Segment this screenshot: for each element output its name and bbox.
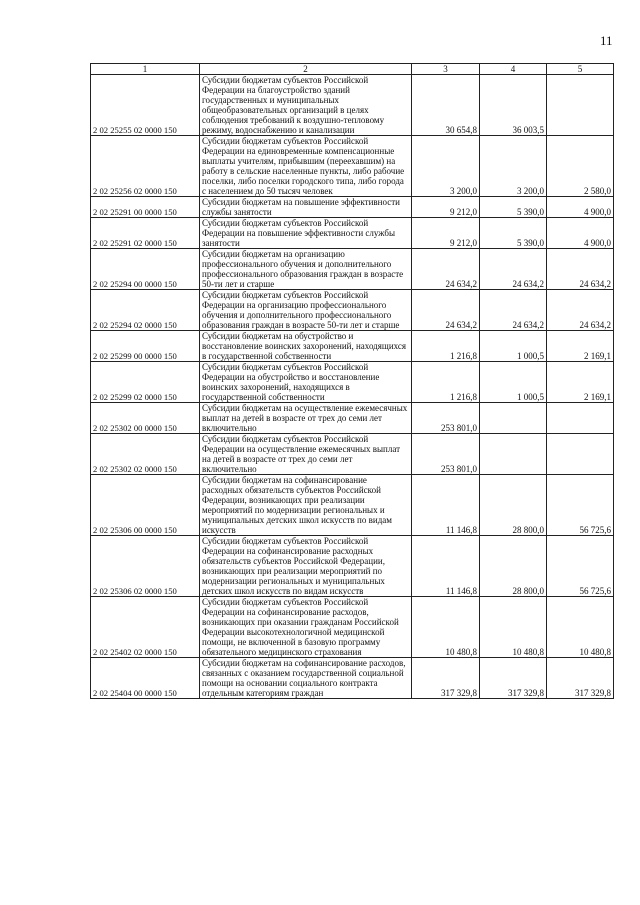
value-col5: 24 634,2 <box>547 290 614 331</box>
value-col3: 24 634,2 <box>412 249 480 290</box>
value-col5 <box>547 434 614 475</box>
value-col4: 3 200,0 <box>480 136 547 197</box>
value-col4: 1 000,5 <box>480 331 547 362</box>
value-col3: 11 146,8 <box>412 536 480 597</box>
table-row <box>91 658 614 699</box>
value-col3: 24 634,2 <box>412 290 480 331</box>
table-row <box>91 597 614 658</box>
column-header: 1 <box>91 64 200 75</box>
budget-code: 2 02 25302 00 0000 150 <box>91 403 200 434</box>
value-col4: 5 390,0 <box>480 218 547 249</box>
budget-code: 2 02 25255 02 0000 150 <box>91 75 200 136</box>
column-header: 5 <box>547 64 614 75</box>
budget-description: Субсидии бюджетам субъектов Российской Федерации на софинансирование расходов, возникающих при оказании гражданам Российской Федерации высокотехнологичной медицинской помощи, не включенной в базовую программу обязательного медицинского страхования <box>200 597 412 658</box>
budget-description: Субсидии бюджетам субъектов Российской Федерации на повышение эффективности службы занятости <box>200 218 412 249</box>
value-col3: 317 329,8 <box>412 658 480 699</box>
value-col5: 24 634,2 <box>547 249 614 290</box>
value-col5: 56 725,6 <box>547 536 614 597</box>
table-row <box>91 362 614 403</box>
value-col4: 28 800,0 <box>480 475 547 536</box>
value-col4: 36 003,5 <box>480 75 547 136</box>
budget-code: 2 02 25302 02 0000 150 <box>91 434 200 475</box>
budget-description: Субсидии бюджетам на софинансирование расходов, связанных с оказанием государственной социальной помощи на основании социального контракта отдельным категориям граждан <box>200 658 412 699</box>
table-row <box>91 475 614 536</box>
budget-code: 2 02 25306 02 0000 150 <box>91 536 200 597</box>
budget-description: Субсидии бюджетам на обустройство и восстановление воинских захоронений, находящихся в государственной собственности <box>200 331 412 362</box>
table-row <box>91 136 614 197</box>
value-col3: 1 216,8 <box>412 331 480 362</box>
value-col3: 3 200,0 <box>412 136 480 197</box>
budget-code: 2 02 25306 00 0000 150 <box>91 475 200 536</box>
value-col3: 11 146,8 <box>412 475 480 536</box>
value-col4: 1 000,5 <box>480 362 547 403</box>
value-col4 <box>480 403 547 434</box>
value-col4: 10 480,8 <box>480 597 547 658</box>
value-col4: 28 800,0 <box>480 536 547 597</box>
budget-description: Субсидии бюджетам на организацию профессионального обучения и дополнительного профессионального образования граждан в возрасте 50-ти лет и старше <box>200 249 412 290</box>
value-col5: 10 480,8 <box>547 597 614 658</box>
value-col4: 24 634,2 <box>480 290 547 331</box>
budget-description: Субсидии бюджетам субъектов Российской Федерации на обустройство и восстановление воинских захоронений, находящихся в государственной собственности <box>200 362 412 403</box>
value-col5: 2 169,1 <box>547 331 614 362</box>
budget-description: Субсидии бюджетам субъектов Российской Федерации на осуществление ежемесячных выплат на детей в возрасте от трех до семи лет включительно <box>200 434 412 475</box>
value-col3: 9 212,0 <box>412 218 480 249</box>
column-header: 4 <box>480 64 547 75</box>
table-row <box>91 434 614 475</box>
value-col4: 24 634,2 <box>480 249 547 290</box>
budget-code: 2 02 25256 02 0000 150 <box>91 136 200 197</box>
column-header: 2 <box>200 64 412 75</box>
budget-code: 2 02 25299 00 0000 150 <box>91 331 200 362</box>
budget-code: 2 02 25299 02 0000 150 <box>91 362 200 403</box>
budget-code: 2 02 25404 00 0000 150 <box>91 658 200 699</box>
value-col3: 30 654,8 <box>412 75 480 136</box>
table-row <box>91 249 614 290</box>
value-col3: 253 801,0 <box>412 434 480 475</box>
budget-description: Субсидии бюджетам субъектов Российской Федерации на единовременные компенсационные выплаты учителям, прибывшим (переехавшим) на работу в сельские населенные пункты, либо рабочие поселки, либо поселки городского типа, либо города с населением до 50 тысяч человек <box>200 136 412 197</box>
budget-code: 2 02 25402 02 0000 150 <box>91 597 200 658</box>
value-col5 <box>547 403 614 434</box>
budget-description: Субсидии бюджетам субъектов Российской Федерации на благоустройство зданий государственных и муниципальных общеобразовательных организаций в целях соблюдения требований к воздушно-тепловому режиму, водоснабжению и канализации <box>200 75 412 136</box>
value-col3: 253 801,0 <box>412 403 480 434</box>
value-col5: 4 900,0 <box>547 218 614 249</box>
value-col5: 2 580,0 <box>547 136 614 197</box>
column-header: 3 <box>412 64 480 75</box>
table-row <box>91 536 614 597</box>
table-row <box>91 75 614 136</box>
budget-table <box>90 63 614 699</box>
table-header-row <box>91 64 614 75</box>
value-col3: 9 212,0 <box>412 197 480 218</box>
budget-description: Субсидии бюджетам на повышение эффективности службы занятости <box>200 197 412 218</box>
table-row <box>91 218 614 249</box>
value-col5: 317 329,8 <box>547 658 614 699</box>
budget-code: 2 02 25291 00 0000 150 <box>91 197 200 218</box>
table-row <box>91 403 614 434</box>
value-col3: 10 480,8 <box>412 597 480 658</box>
table-row <box>91 331 614 362</box>
budget-code: 2 02 25294 00 0000 150 <box>91 249 200 290</box>
budget-description: Субсидии бюджетам субъектов Российской Федерации на софинансирование расходных обязательств субъектов Российской Федерации, возникающих при реализации мероприятий по модернизации региональных и муниципальных детских школ искусств по видам искусств <box>200 536 412 597</box>
value-col5 <box>547 75 614 136</box>
value-col4 <box>480 434 547 475</box>
value-col5: 4 900,0 <box>547 197 614 218</box>
value-col3: 1 216,8 <box>412 362 480 403</box>
value-col5: 56 725,6 <box>547 475 614 536</box>
value-col4: 317 329,8 <box>480 658 547 699</box>
table-row <box>91 197 614 218</box>
value-col4: 5 390,0 <box>480 197 547 218</box>
budget-description: Субсидии бюджетам субъектов Российской Федерации на организацию профессионального обучения и дополнительного профессионального образования граждан в возрасте 50-ти лет и старше <box>200 290 412 331</box>
budget-code: 2 02 25291 02 0000 150 <box>91 218 200 249</box>
budget-description: Субсидии бюджетам на софинансирование расходных обязательств субъектов Российской Федерации, возникающих при реализации мероприятий по модернизации региональных и муниципальных детских школ искусств по видам искусств <box>200 475 412 536</box>
table-row <box>91 290 614 331</box>
value-col5: 2 169,1 <box>547 362 614 403</box>
budget-description: Субсидии бюджетам на осуществление ежемесячных выплат на детей в возрасте от трех до семи лет включительно <box>200 403 412 434</box>
budget-code: 2 02 25294 02 0000 150 <box>91 290 200 331</box>
page-number: 11 <box>600 33 613 48</box>
